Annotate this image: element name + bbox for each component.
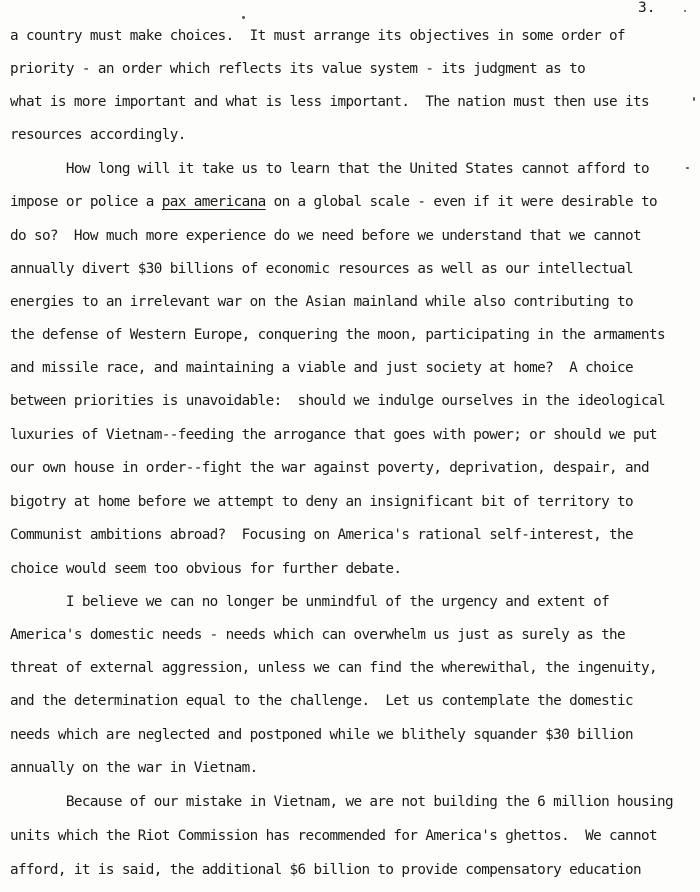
- scan-speck: [686, 167, 689, 169]
- text-line: I believe we can no longer be unmindful of the urgency and extent of: [10, 594, 610, 610]
- text-line: America's domestic needs - needs which can overwhelm us just as surely as the: [10, 627, 626, 643]
- underlined-phrase: pax americana: [161, 194, 266, 210]
- text-segment: impose or police a: [10, 194, 162, 210]
- text-line-with-underline: [10, 194, 657, 210]
- page-number: 3.: [638, 0, 656, 16]
- text-line: choice would seem too obvious for further debate.: [10, 561, 402, 577]
- text-line: annually divert $30 billions of economic resources as well as our intellectual: [10, 261, 634, 277]
- text-line: annually on the war in Vietnam.: [10, 760, 258, 776]
- text-line: our own house in order--fight the war against poverty, deprivation, despair, and: [10, 460, 649, 476]
- text-segment: on a global scale - even if it were desirable to: [265, 194, 657, 210]
- text-line: a country must make choices. It must arrange its objectives in some order of: [10, 28, 626, 44]
- text-line: priority - an order which reflects its value system - its judgment as to: [10, 61, 586, 77]
- text-line: afford, it is said, the additional $6 billion to provide compensatory education: [10, 862, 642, 878]
- text-line: resources accordingly.: [10, 127, 186, 143]
- text-line: between priorities is unavoidable: should we indulge ourselves in the ideological: [10, 393, 665, 409]
- text-line: and missile race, and maintaining a viable and just society at home? A choice: [10, 360, 634, 376]
- text-line: needs which are neglected and postponed while we blithely squander $30 billion: [10, 727, 634, 743]
- text-line: and the determination equal to the challenge. Let us contemplate the domestic: [10, 693, 634, 709]
- text-line: luxuries of Vietnam--feeding the arrogance that goes with power; or should we put: [10, 427, 657, 443]
- text-line: bigotry at home before we attempt to deny an insignificant bit of territory to: [10, 494, 634, 510]
- text-line: the defense of Western Europe, conquering the moon, participating in the armaments: [10, 327, 665, 343]
- scan-speck: [684, 10, 686, 12]
- scan-speck: [242, 16, 245, 19]
- text-line: do so? How much more experience do we need before we understand that we cannot: [10, 228, 642, 244]
- text-line: Communist ambitions abroad? Focusing on America's rational self-interest, the: [10, 527, 634, 543]
- text-line: How long will it take us to learn that the United States cannot afford to: [10, 161, 649, 177]
- text-line: what is more important and what is less important. The nation must then use its: [10, 94, 649, 110]
- text-line: threat of external aggression, unless we can find the wherewithal, the ingenuity,: [10, 660, 657, 676]
- scan-speck: [693, 97, 695, 101]
- text-line: units which the Riot Commission has recommended for America's ghettos. We cannot: [10, 828, 657, 844]
- text-line: energies to an irrelevant war on the Asian mainland while also contributing to: [10, 294, 634, 310]
- text-line: Because of our mistake in Vietnam, we are not building the 6 million housing: [10, 794, 673, 810]
